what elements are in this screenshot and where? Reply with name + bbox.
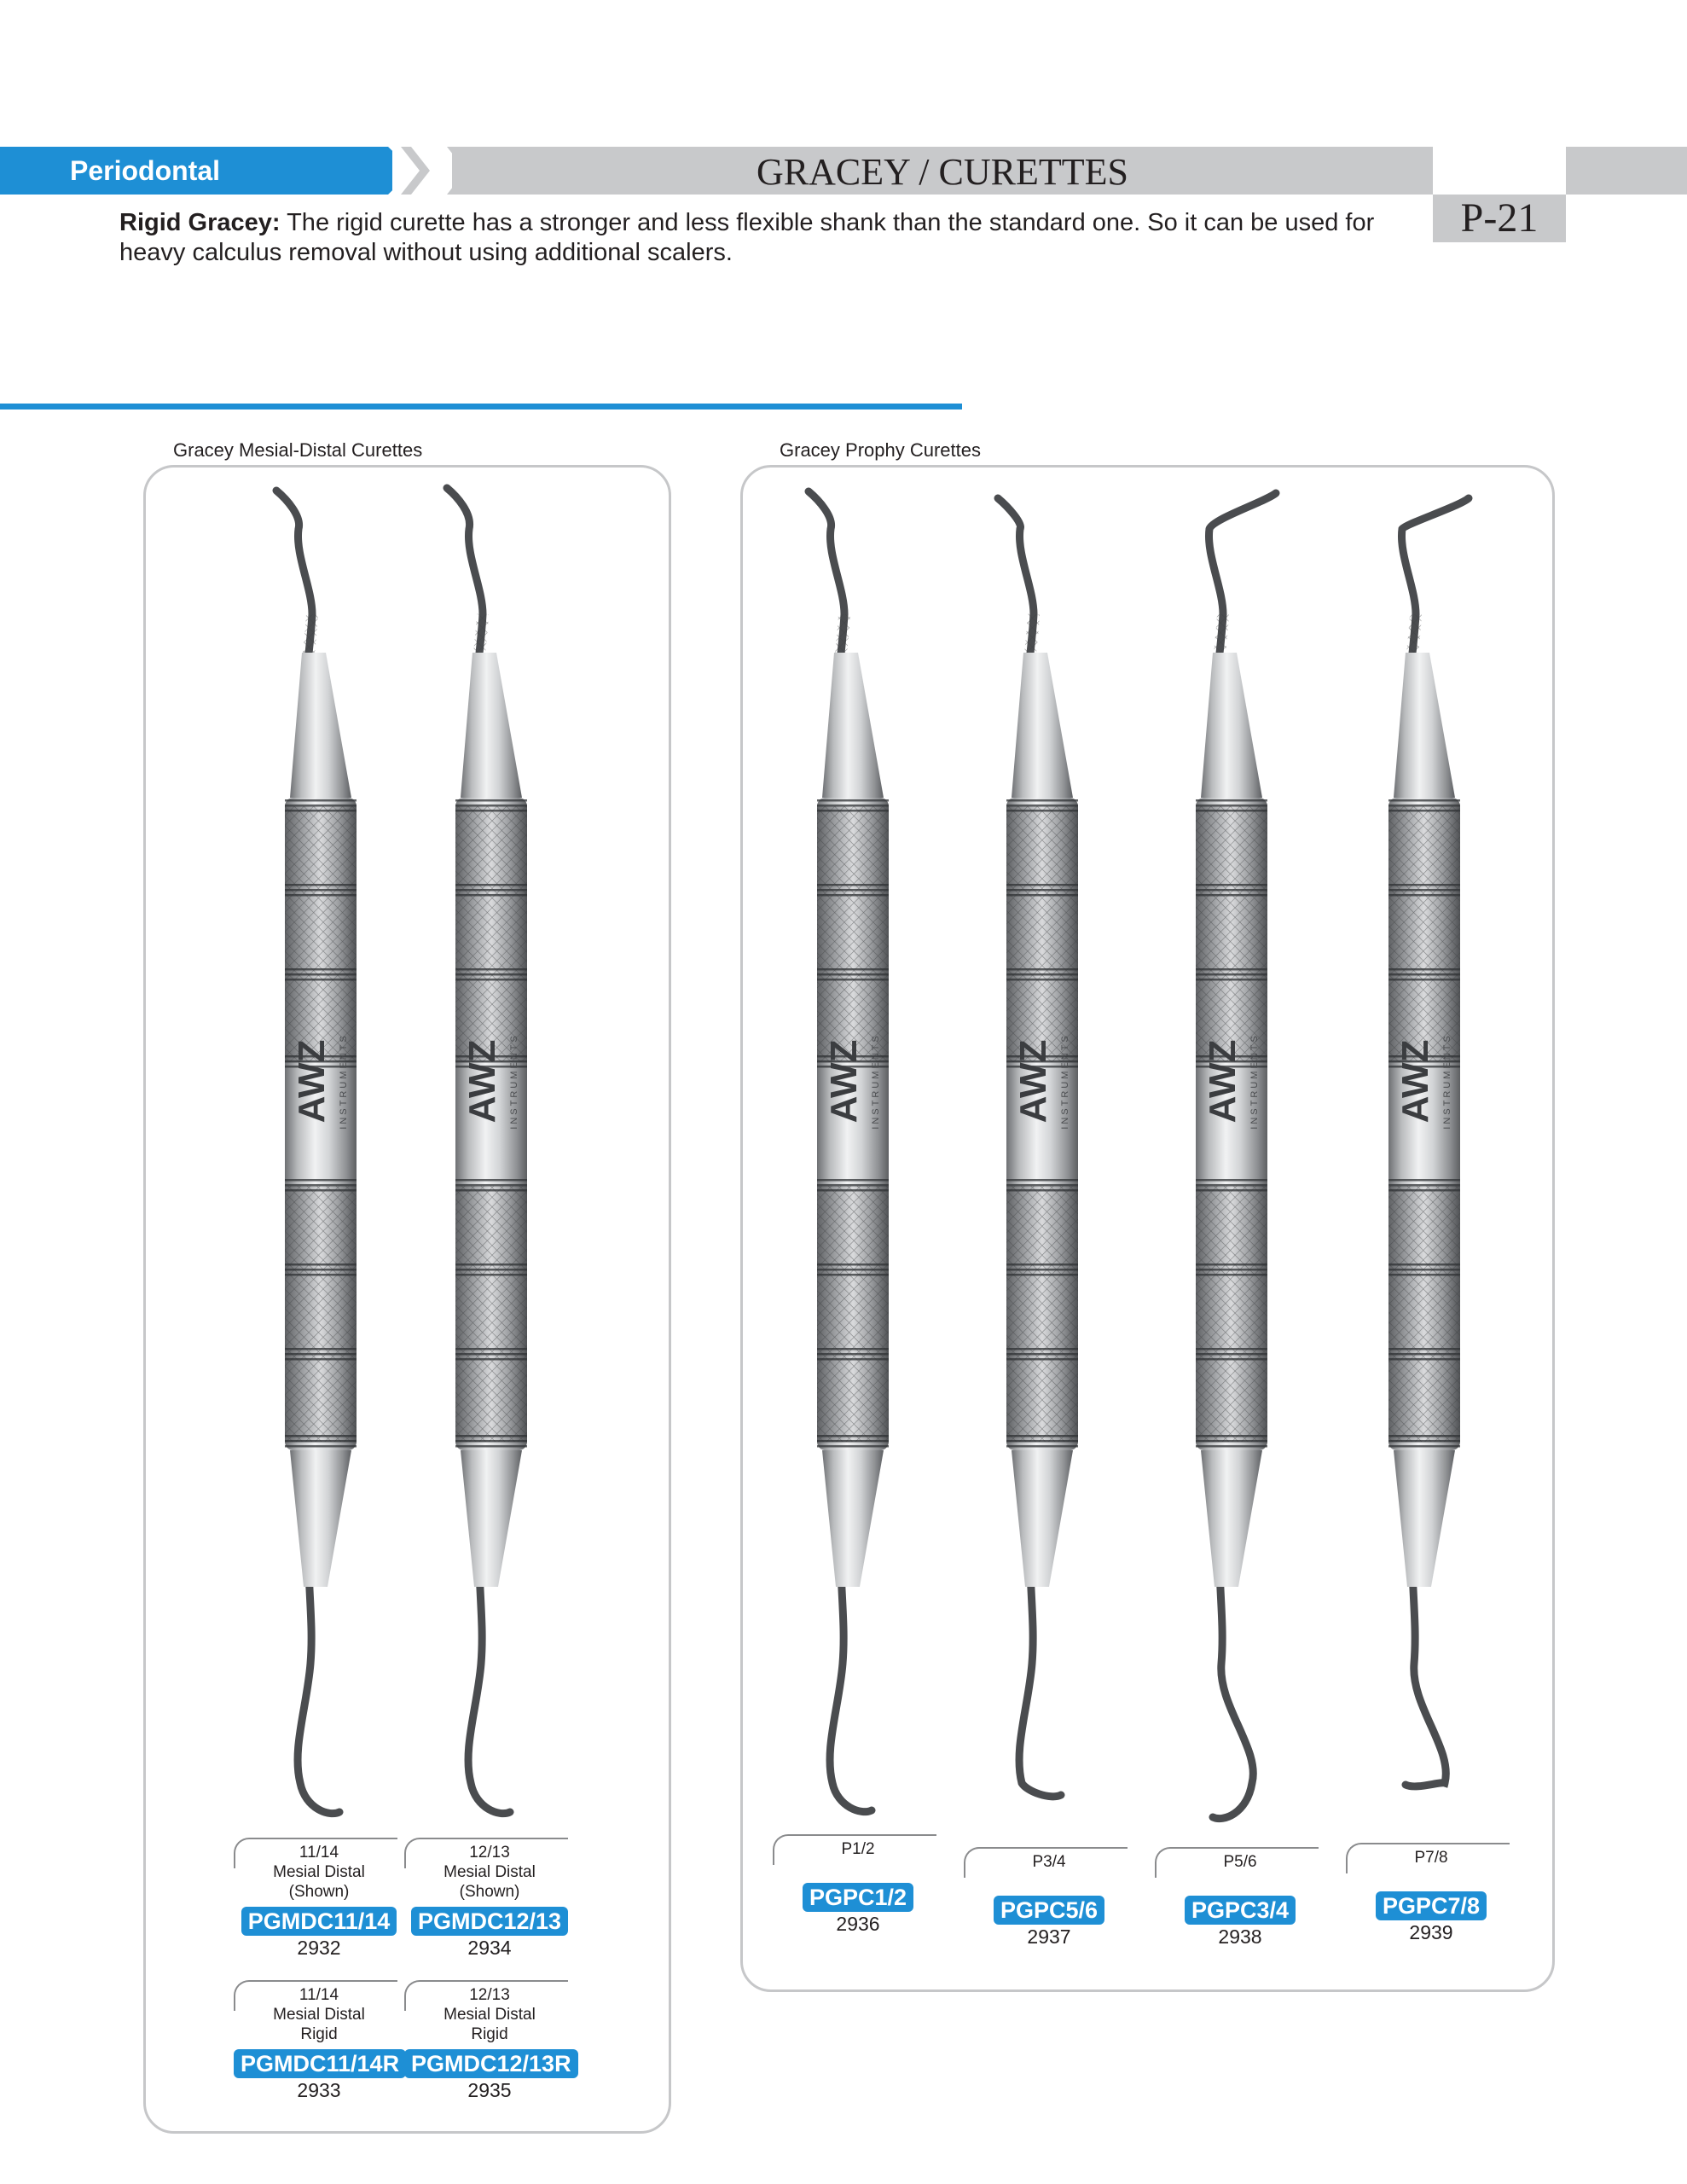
brand-mark: AWZ (1202, 1039, 1244, 1124)
product-code-badge: PGPC7/8 (1376, 1891, 1487, 1920)
product-label (404, 1980, 575, 2102)
description-line: P7/8 (1414, 1849, 1448, 1867)
description-line: Mesial Distal (273, 2006, 365, 2024)
description-line: Rigid (300, 2025, 338, 2043)
curette-instrument (1196, 493, 1276, 1819)
description-line: P3/4 (1032, 1853, 1066, 1871)
brand-subtitle: INSTRUMENTS (871, 1033, 881, 1130)
description-line: P5/6 (1223, 1853, 1257, 1871)
catalog-number: 2939 (1409, 1921, 1453, 1943)
product-description (773, 1834, 943, 1859)
product-label (1155, 1847, 1325, 1949)
product-description (964, 1847, 1134, 1872)
product-code-badge: PGMDC12/13R (404, 2049, 578, 2078)
section-label: Periodontal (70, 155, 221, 186)
product-code-badge: PGMDC11/14 (241, 1907, 397, 1936)
description-line: 11/14 (299, 1844, 339, 1862)
brand-mark: AWZ (1394, 1039, 1436, 1124)
catalog-number: 2935 (467, 2079, 512, 2101)
intro-lead: Rigid Gracey: (119, 209, 281, 236)
curette-instrument (276, 491, 357, 1814)
description-line: Mesial Distal (443, 1863, 536, 1881)
product-label (773, 1834, 943, 1936)
curette-instrument (1388, 498, 1469, 1786)
description-line: Mesial Distal (273, 1863, 365, 1881)
brand-mark: AWZ (1012, 1039, 1054, 1124)
product-label (964, 1847, 1134, 1949)
brand-subtitle: INSTRUMENTS (339, 1033, 349, 1130)
product-code-badge: PGPC3/4 (1185, 1896, 1296, 1925)
product-label (234, 1980, 404, 2102)
catalog-number: 2933 (297, 2079, 341, 2101)
description-line: (Shown) (459, 1883, 520, 1901)
brand-mark: AWZ (823, 1039, 865, 1124)
page-code: P-21 (1433, 195, 1566, 242)
product-code-badge: PGPC5/6 (994, 1896, 1104, 1925)
description-line: 11/14 (299, 1986, 339, 2004)
product-code-badge: PGMDC12/13 (411, 1907, 568, 1936)
product-description (404, 1980, 575, 2044)
curette-instrument (447, 488, 527, 1814)
catalog-number: 2936 (836, 1913, 880, 1935)
catalog-number: 2937 (1027, 1926, 1071, 1948)
product-label (1346, 1843, 1516, 1944)
product-description (1346, 1843, 1516, 1867)
description-line: P1/2 (841, 1840, 875, 1858)
product-description (404, 1838, 575, 1902)
page-title: GRACEY / CURETTES (757, 151, 1128, 193)
product-label (404, 1838, 575, 1960)
product-label (234, 1838, 404, 1960)
brand-mark: AWZ (461, 1039, 503, 1124)
group-caption-prophy: Gracey Prophy Curettes (780, 439, 981, 461)
product-description (1155, 1847, 1325, 1872)
catalog-number: 2934 (467, 1937, 512, 1959)
description-line: 12/13 (469, 1844, 510, 1862)
curette-instrument (998, 498, 1078, 1797)
intro-text: The rigid curette has a stronger and less flexible shank than the standard one. So it can be used for heavy calculus removal without using additional scalers. (119, 209, 1375, 266)
description-line: Rigid (471, 2025, 508, 2043)
product-description (234, 1838, 404, 1902)
product-code-badge: PGMDC11/14R (234, 2049, 406, 2078)
brand-subtitle: INSTRUMENTS (1060, 1033, 1070, 1130)
catalog-number: 2938 (1218, 1926, 1262, 1948)
description-line: Mesial Distal (443, 2006, 536, 2024)
brand-mark: AWZ (291, 1039, 333, 1124)
brand-subtitle: INSTRUMENTS (1442, 1033, 1452, 1130)
curette-instrument (809, 491, 889, 1812)
group-caption-mesial-distal: Gracey Mesial-Distal Curettes (173, 439, 423, 461)
product-description (234, 1980, 404, 2044)
catalog-number: 2932 (297, 1937, 341, 1959)
brand-subtitle: INSTRUMENTS (509, 1033, 519, 1130)
brand-subtitle: INSTRUMENTS (1249, 1033, 1260, 1130)
description-line: 12/13 (469, 1986, 510, 2004)
product-code-badge: PGPC1/2 (803, 1883, 913, 1912)
description-line: (Shown) (288, 1883, 350, 1901)
